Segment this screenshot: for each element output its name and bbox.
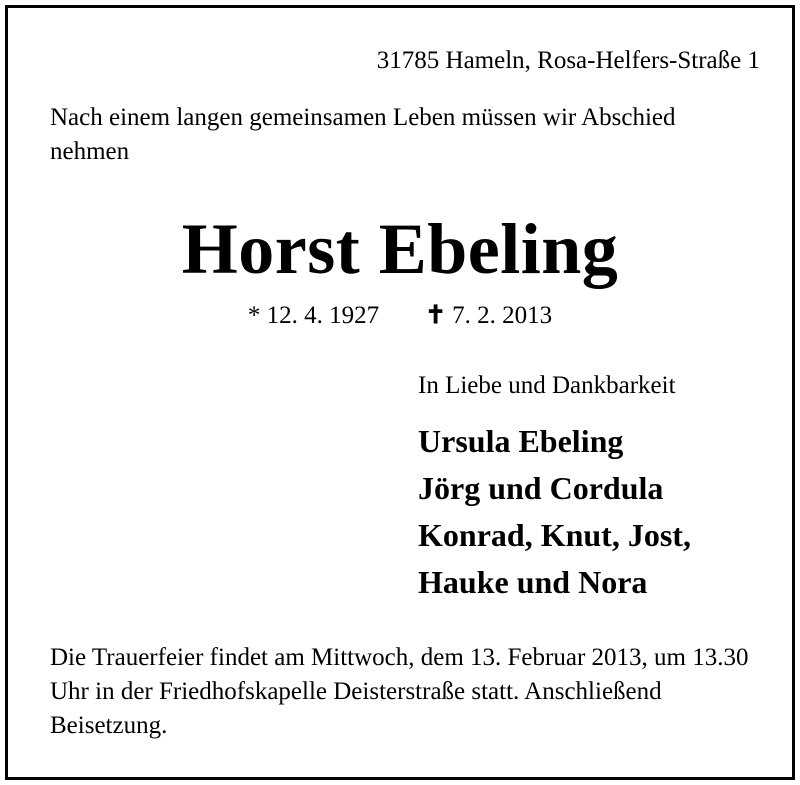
mourner-line: Hauke und Nora <box>418 564 648 600</box>
cross-icon: ✝ <box>425 302 447 329</box>
intro-text: Nach einem langen gemeinsamen Leben müssen wir Abschied nehmen <box>50 104 676 165</box>
mourner-line: Konrad, Knut, Jost, <box>418 517 691 553</box>
death-date: 7. 2. 2013 <box>452 302 553 329</box>
life-dates <box>0 300 800 332</box>
deceased-name: Horst Ebeling <box>181 209 619 289</box>
dedication: In Liebe und Dankbarkeit <box>418 372 676 399</box>
address: 31785 Hameln, Rosa-Helfers-Straße 1 <box>376 47 760 74</box>
mourner-line: Ursula Ebeling <box>418 423 624 459</box>
birth-date: * 12. 4. 1927 <box>247 302 380 329</box>
funeral-notice: Die Trauerfeier findet am Mittwoch, dem 13. Februar 2013, um 13.30 Uhr in der Friedhofskapelle Deisterstraße statt. Anschließend Beisetzung. <box>50 644 749 739</box>
mourner-line: Jörg und Cordula <box>418 470 664 506</box>
mourners-list <box>418 418 691 606</box>
